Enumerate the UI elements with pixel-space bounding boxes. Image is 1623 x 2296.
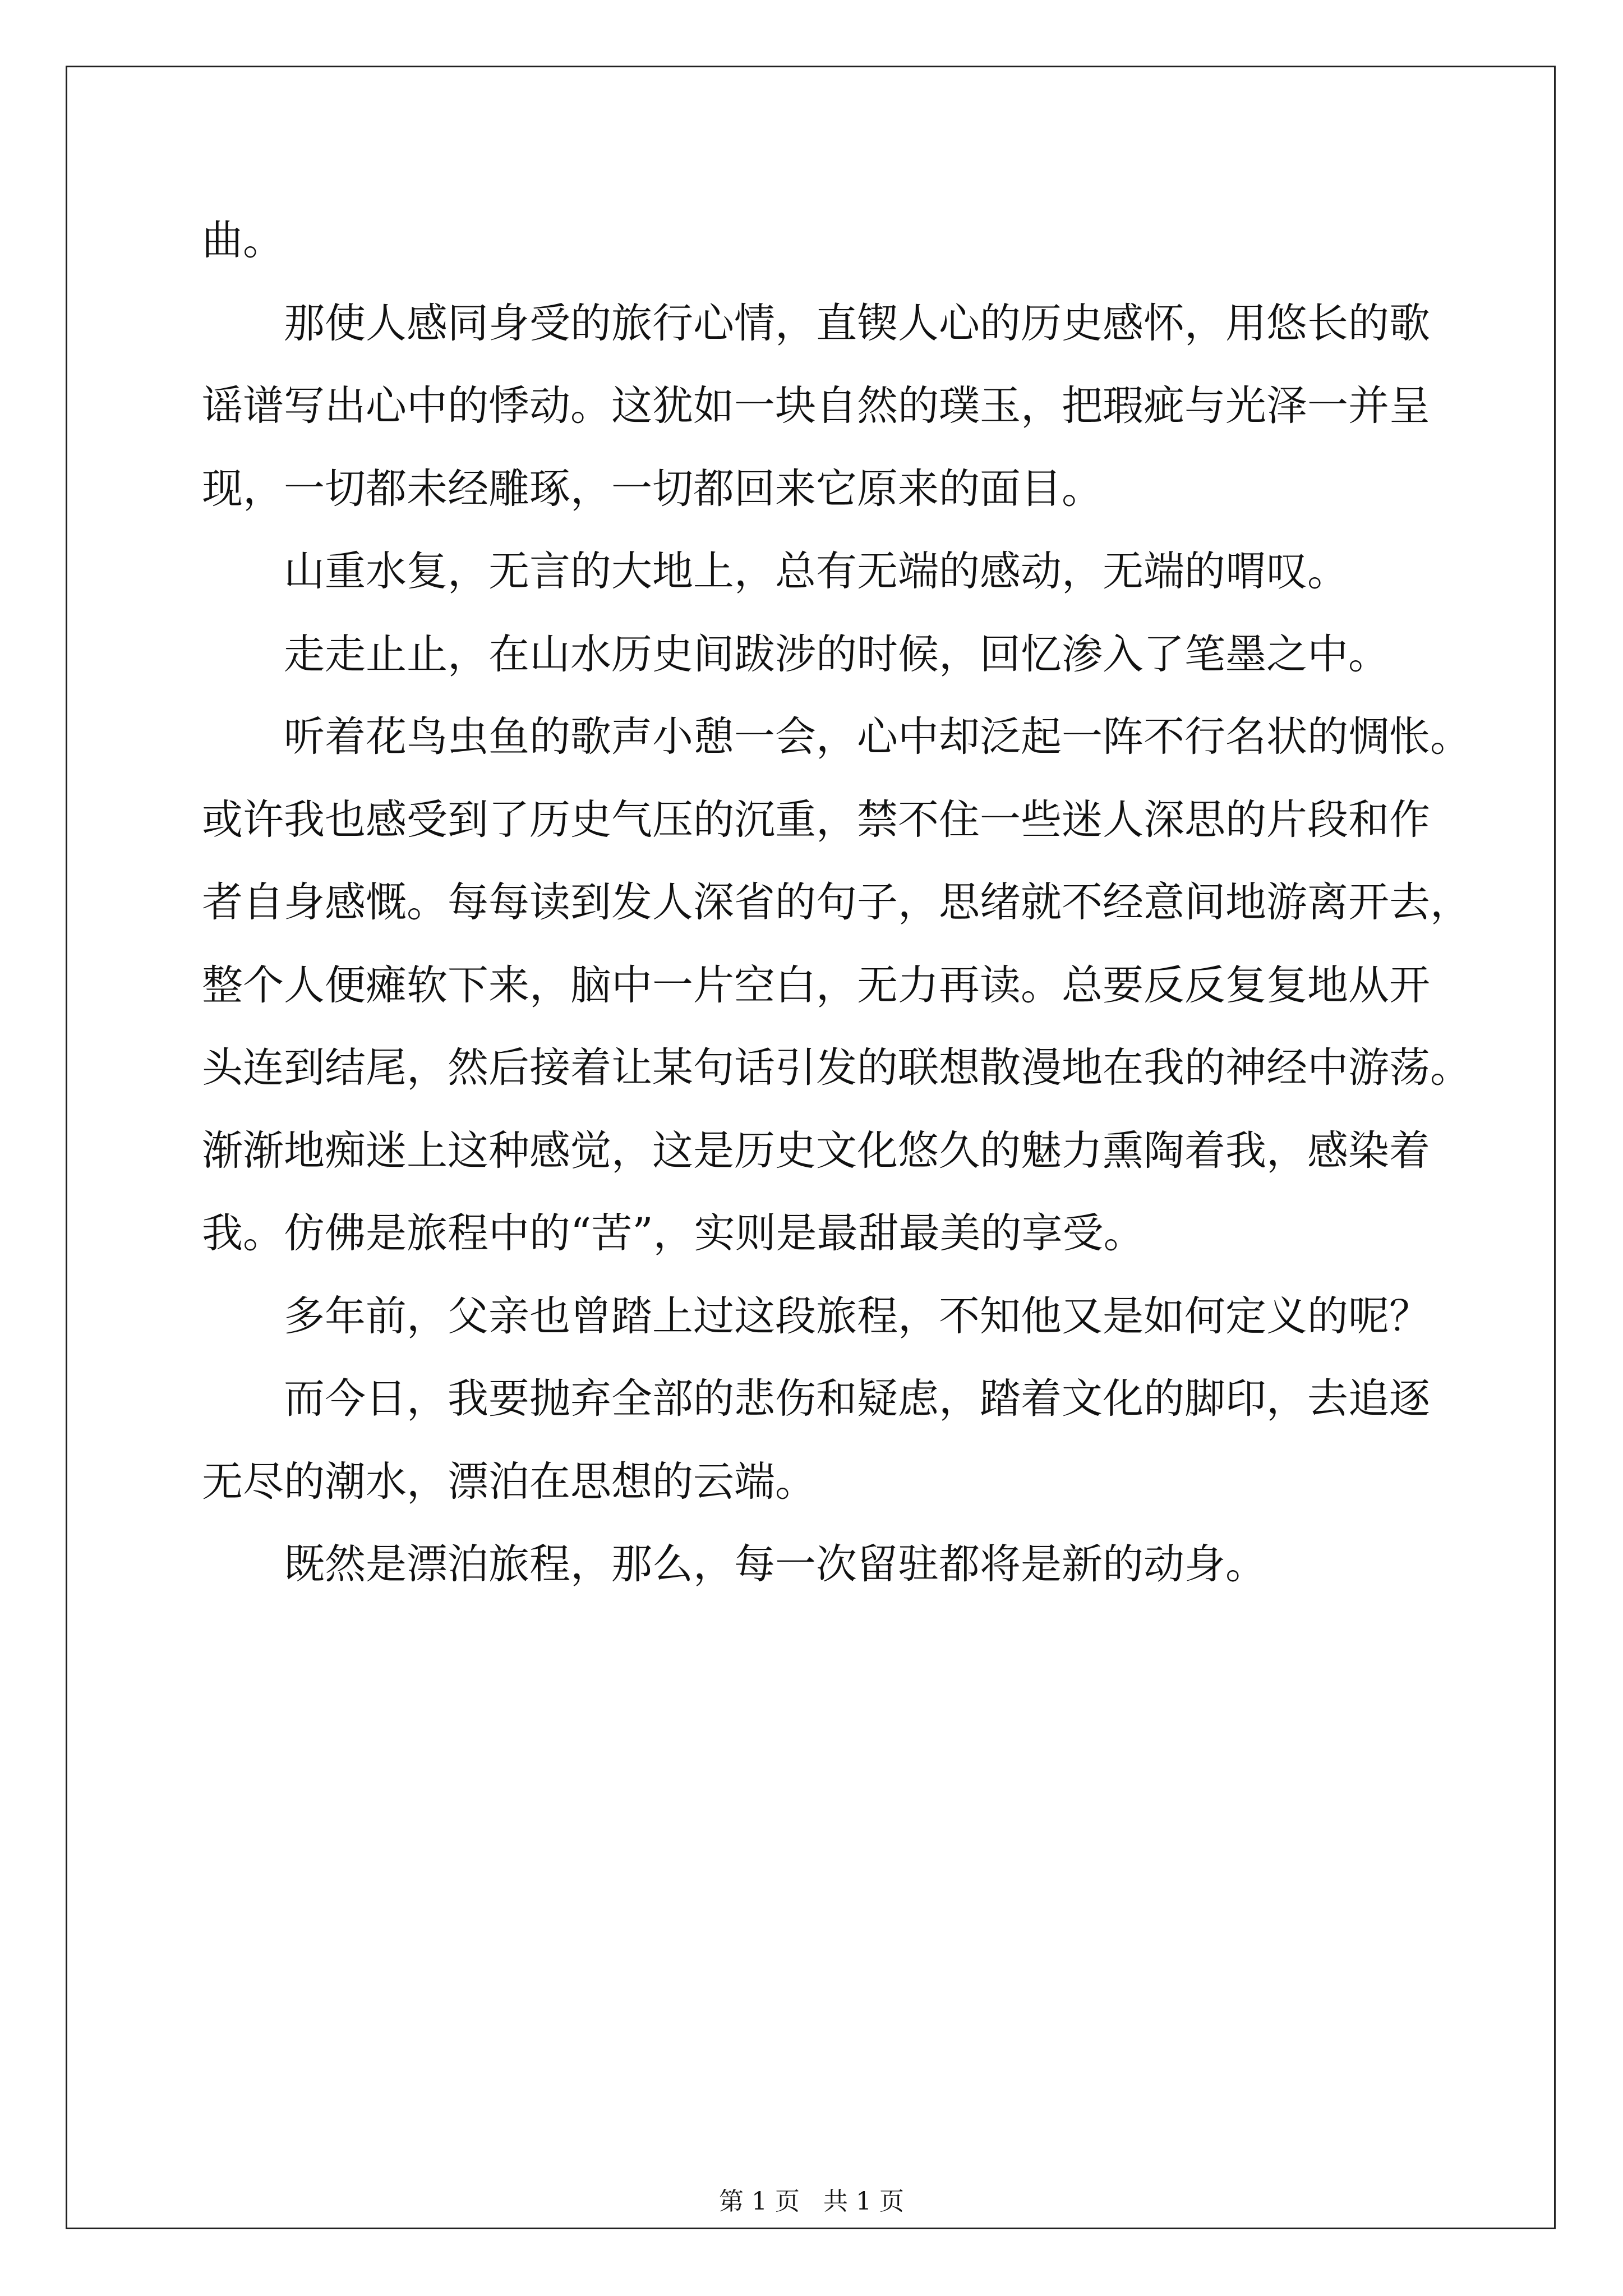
paragraph-4	[202, 613, 1436, 696]
text-line: 走走止止，在山水历史间跋涉的时候，回忆渗入了笔墨之中。	[284, 630, 1389, 678]
text-line: 那使人感同身受的旅行心情，直锲人心的历史感怀，用悠长的歌	[284, 299, 1430, 347]
paragraph-2	[202, 282, 1436, 531]
text-line: 者自身感慨。每每读到发人深省的句子，思绪就不经意间地游离开去，	[202, 878, 1471, 926]
text-line: 渐渐地痴迷上这种感觉，这是历史文化悠久的魅力熏陶着我，感染着	[202, 1126, 1430, 1175]
text-line: 而今日，我要抛弃全部的悲伤和疑虑，踏着文化的脚印，去追逐	[284, 1375, 1430, 1423]
text-line: 无尽的潮水，漂泊在思想的云端。	[202, 1457, 816, 1506]
text-line: 我。仿佛是旅程中的“苦”，实则是最甜最美的享受。	[202, 1209, 1145, 1257]
text-line: 头连到结尾，然后接着让某句话引发的联想散漫地在我的神经中游荡。	[202, 1044, 1471, 1092]
paragraph-7	[202, 1358, 1436, 1523]
paragraph-1	[202, 199, 1436, 282]
document-body	[202, 199, 1471, 1606]
text-line: 整个人便瘫软下来，脑中一片空白，无力再读。总要反反复复地从开	[202, 961, 1430, 1009]
text-line: 多年前，父亲也曾踏上过这段旅程，不知他又是如何定义的呢？	[284, 1292, 1430, 1340]
text-line: 曲。	[202, 217, 284, 264]
page-footer: 第 1 页 共 1 页	[719, 2187, 904, 2216]
text-line: 谣谱写出心中的悸动。这犹如一块自然的璞玉，把瑕疵与光泽一并呈	[202, 382, 1430, 430]
paragraph-5	[202, 696, 1471, 1275]
text-line: 或许我也感受到了历史气压的沉重，禁不住一些迷人深思的片段和作	[202, 795, 1430, 844]
text-line: 既然是漂泊旅程，那么，每一次留驻都将是新的动身。	[284, 1540, 1266, 1588]
paragraph-8	[202, 1523, 1436, 1606]
text-line: 现，一切都未经雕琢，一切都回来它原来的面目。	[202, 464, 1103, 513]
text-line: 听着花鸟虫鱼的歌声小憩一会，心中却泛起一阵不行名状的惆怅。	[284, 713, 1471, 761]
paragraph-6	[202, 1275, 1436, 1358]
paragraph-3	[202, 530, 1436, 613]
text-line: 山重水复，无言的大地上，总有无端的感动，无端的喟叹。	[284, 547, 1348, 595]
